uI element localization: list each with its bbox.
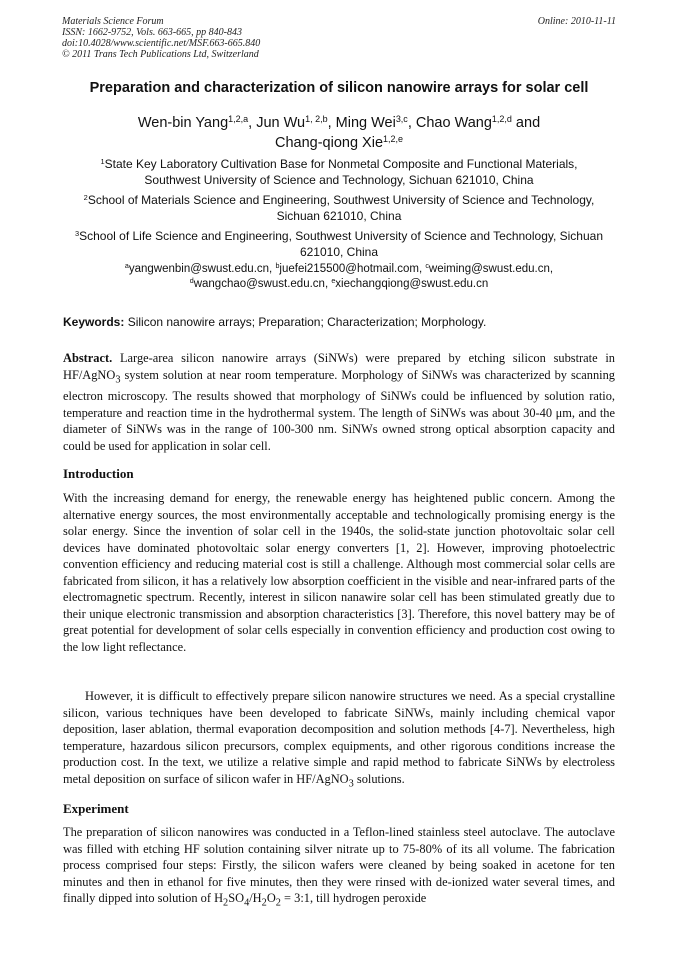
email-list: $^a$yangwenbin@swust.edu.cn, $^b$juefei215500@hotmail.com, $^c$weiming@swust.edu.cn, $^d$wangchao@swust.edu.cn, $^e$xiechangqiong@swust.edu.cn xyxy=(124,262,554,290)
keywords-text: Silicon nanowire arrays; Preparation; Characterization; Morphology. xyxy=(127,315,487,329)
author: Jun Wu$^{1, 2,b}$, xyxy=(256,114,336,131)
author: Chao Wang$^{1,2,d}$ and xyxy=(415,114,541,131)
abstract-label: Abstract. xyxy=(63,351,113,365)
copyright-line: © 2011 Trans Tech Publications Ltd, Switzerland xyxy=(62,49,259,60)
email-link[interactable]: juefei215500@hotmail.com xyxy=(279,263,419,275)
author: Ming Wei$^{3,c}$, xyxy=(335,114,416,131)
intro-paragraph-2: However, it is difficult to effectively prepare silicon nanowire structures we need. As a special crystalline silicon, various techniques have been developed to fabricate SiNWs, mainly including chemical vapor deposition, laser ablation, thermal evaporation decomposition and solution methods [4-7]. Nevertheless, high temperature, hazardous silicon precursors, complex equipments, and other rigorous conditions increase the production cost. In the text, we utilize a relative simple and rapid method to fabricate SiNWs by electroless metal deposition on surface of silicon wafer in HF/AgNO$_3$ solutions. xyxy=(63,689,615,789)
affiliation-1: $^1$State Key Laboratory Cultivation Base for Nonmetal Composite and Functional Materials, Southwest University of Science and Technology, Sichuan 621010, China xyxy=(100,156,578,187)
paper-title: Preparation and characterization of silicon nanowire arrays for solar cell xyxy=(89,80,589,96)
affiliation-3: $^3$School of Life Science and Engineering, Southwest University of Science and Technology, Sichuan 621010, China xyxy=(74,228,604,259)
email-link[interactable]: wangchao@swust.edu.cn xyxy=(193,278,325,290)
issn-line: ISSN: 1662-9752, Vols. 663-665, pp 840-843 xyxy=(62,27,242,38)
author: Wen-bin Yang$^{1,2,a}$, xyxy=(137,114,257,131)
doi-line: doi:10.4028/www.scientific.net/MSF.663-665.840 xyxy=(62,38,261,49)
author: Chang-qiong Xie$^{1,2,e}$ xyxy=(274,134,403,151)
email-link[interactable]: weiming@swust.edu.cn xyxy=(428,263,550,275)
intro-paragraph-1: With the increasing demand for energy, the renewable energy has heightened public concern. Among the alternative energy sources, the most environmentally acceptable and technologically promising energy is the solar energy. Since the invention of solar cell in the 1940s, the solid-state junction photovoltaic solar cell devices have dominated photovoltaic solar energy converters [1, 2]. However, improving photoelectric convention efficiency and reducing material cost is still a challenge. Although most commercial solar cells are fabricated from silicon, it has a relatively low absorption coefficient in the visible and near-infrared parts of the electromagnetic spectrum. Recently, interest in silicon nanawire solar cell has been stimulated greatly due to their unique electronic transmission and absorption characteristics [3]. Therefore, this novel battery may be of great potential for development of solar cells especially in convention efficiency and production cost owing to the low light reflectance. xyxy=(63,491,615,654)
journal-name: Materials Science Forum xyxy=(62,16,164,27)
section-heading-introduction: Introduction xyxy=(63,466,134,481)
keywords-label: Keywords: xyxy=(63,315,125,329)
keywords xyxy=(63,315,615,329)
email-link[interactable]: xiechangqiong@swust.edu.cn xyxy=(335,278,489,290)
affiliation-2: $^2$School of Materials Science and Engineering, Southwest University of Science and Technology, Sichuan 621010, China xyxy=(83,192,595,223)
online-date: Online: 2010-11-11 xyxy=(537,16,616,27)
author-list xyxy=(60,113,618,153)
email-link[interactable]: yangwenbin@swust.edu.cn xyxy=(128,263,270,275)
journal-header xyxy=(62,16,616,60)
section-heading-experiment: Experiment xyxy=(63,801,129,816)
experiment-paragraph-1: The preparation of silicon nanowires was conducted in a Teflon-lined stainless steel autoclave. The autoclave was filled with etching HF solution containing silver nitrate up to 75-80% of its all volume. The fabrication process comprised four steps: Firstly, the silicon wafers were cleaned by being soaked in acetone for ten minutes and then in ethanol for five minutes, then they were rinsed with de-ionized water several times, and finally dipped into solution of $H_2SO_4/H_2O_2$ = 3:1, till hydrogen peroxide xyxy=(63,825,615,909)
abstract: Abstract. Large-area silicon nanowire arrays (SiNWs) were prepared by etching silicon substrate in HF/AgNO$_3$ system solution at near room temperature. Morphology of SiNWs was characterized by scanning electron microscopy. The results showed that morphology of SiNWs could be influenced by solution ratio, temperature and reaction time in the hydrothermal system. The length of SiNWs was about 30-40 μm, and the diameter of SiNWs was in the range of 100-300 nm. SiNWs owned strong optical absorption capacity and could be used for application in solar cell. xyxy=(63,351,615,453)
